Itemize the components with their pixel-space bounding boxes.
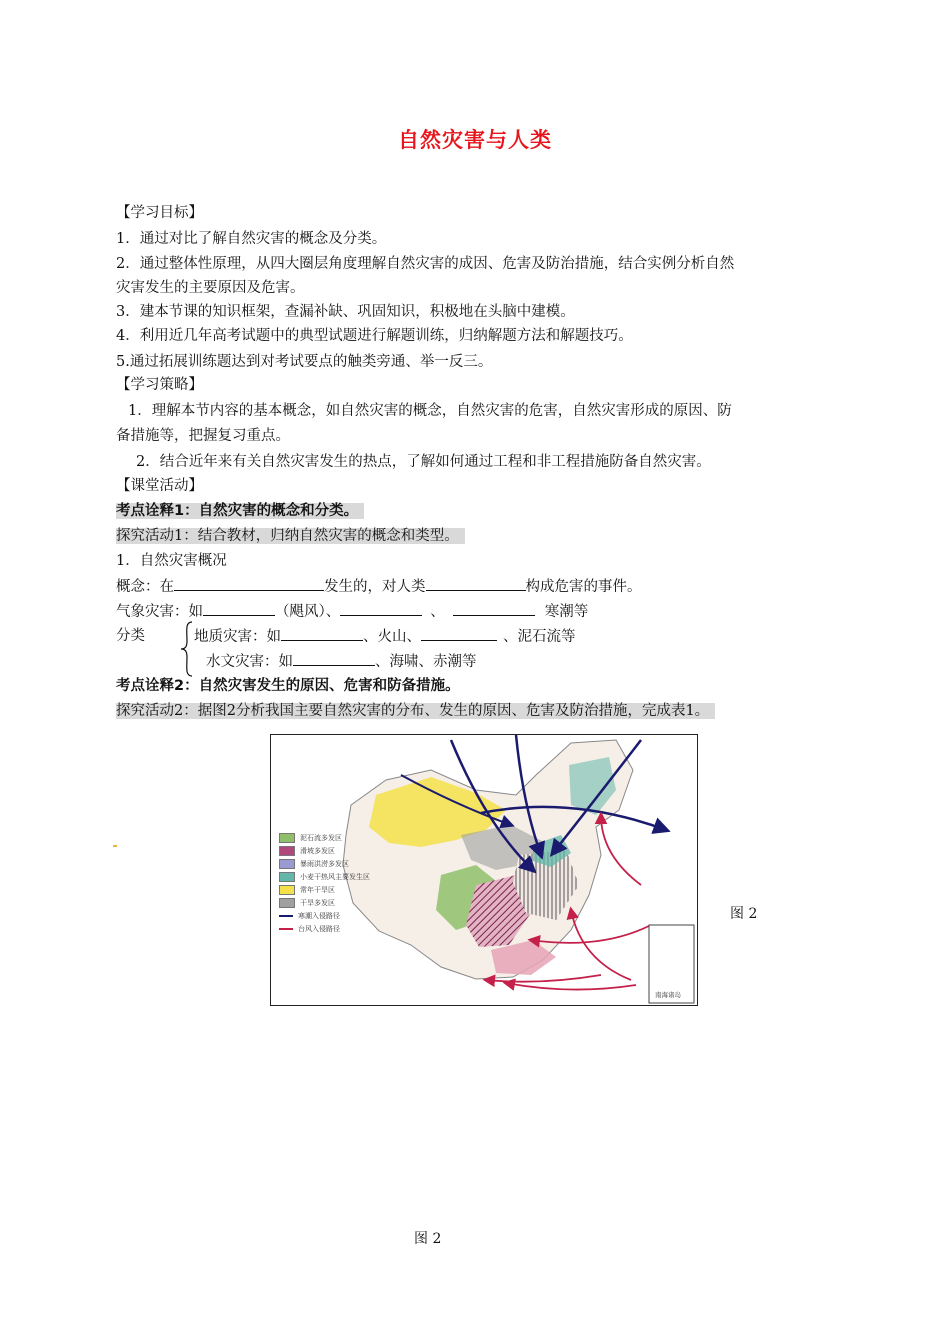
figure-label-right: 图 2: [730, 906, 758, 922]
strategy-item: 备措施等，把握复习重点。: [116, 428, 290, 444]
legend-item: [279, 831, 370, 844]
meteo-blank-3[interactable]: [453, 601, 535, 616]
margin-mark: [113, 845, 117, 847]
geo-blank-1[interactable]: [281, 626, 363, 641]
meteo-text-a: 气象灾害：如: [116, 604, 203, 620]
meteo-text-d: 寒潮等: [544, 604, 589, 620]
legend-label: 小麦干热风主要发生区: [300, 872, 370, 881]
legend-item: [279, 844, 370, 857]
strategy-item: 2．结合近年来有关自然灾害发生的热点，了解如何通过工程和非工程措施防备自然灾害。: [136, 454, 711, 470]
inset-label: 南海诸岛: [655, 991, 681, 999]
hydro-line: [206, 651, 477, 672]
legend-swatch-icon: [279, 859, 295, 869]
explore-activity-2: 探究活动2：据图2分析我国主要自然灾害的分布、发生的原因、危害及防治措施，完成表1。: [116, 703, 715, 719]
geo-text-a: 地质灾害：如: [194, 629, 281, 645]
legend-label: 滑坡多发区: [300, 846, 335, 855]
legend-swatch-icon: [279, 928, 293, 930]
legend-item: [279, 922, 370, 935]
concept-blank-2[interactable]: [426, 576, 526, 591]
concept-text-c: 构成危害的事件。: [525, 579, 642, 595]
exam-point-1: 考点诠释1：自然灾害的概念和分类。: [116, 503, 364, 519]
meteo-line: [116, 601, 588, 622]
hydro-text-a: 水文灾害：如: [206, 654, 293, 670]
classify-label: 分类: [116, 628, 145, 644]
overview-heading: 1．自然灾害概况: [116, 553, 227, 569]
legend-label: 干旱多发区: [300, 898, 335, 907]
concept-blank-1[interactable]: [174, 576, 324, 591]
geo-text-c: 、泥石流等: [503, 629, 576, 645]
concept-text-b: 发生的，对人类: [324, 579, 426, 595]
strategy-header: 【学习策略】: [116, 377, 203, 393]
goal-item: 1．通过对比了解自然灾害的概念及分类。: [116, 231, 387, 247]
legend-swatch-icon: [279, 846, 295, 856]
goal-item: 3．建本节课的知识框架，查漏补缺、巩固知识，积极地在头脑中建模。: [116, 304, 575, 320]
legend-label: 泥石流多发区: [300, 833, 342, 842]
legend-item: [279, 870, 370, 883]
legend-label: 常年干旱区: [300, 885, 335, 894]
legend-swatch-icon: [279, 915, 293, 917]
legend-item: [279, 909, 370, 922]
page-title: 自然灾害与人类: [398, 128, 552, 152]
meteo-text-b: （飓风）、: [275, 604, 341, 620]
legend-label: 台风入侵路径: [298, 924, 340, 933]
disaster-map: [270, 734, 698, 1006]
meteo-blank-1[interactable]: [203, 601, 275, 616]
goal-item: 2．通过整体性原理，从四大圈层角度理解自然灾害的成因、危害及防治措施，结合实例分析自然: [116, 256, 735, 272]
goal-item: 灾害发生的主要原因及危害。: [116, 280, 305, 296]
figure-label-bottom: 图 2: [414, 1231, 442, 1247]
hydro-blank-1[interactable]: [293, 651, 375, 666]
meteo-blank-2[interactable]: [340, 601, 422, 616]
legend-item: [279, 896, 370, 909]
exam-point-2: 考点诠释2：自然灾害发生的原因、危害和防备措施。: [116, 678, 460, 694]
legend-swatch-icon: [279, 898, 295, 908]
legend-item: [279, 883, 370, 896]
brace-icon: [180, 621, 194, 677]
map-legend: [279, 831, 370, 935]
legend-label: 寒潮入侵路径: [298, 911, 340, 920]
explore-activity-1: 探究活动1：结合教材，归纳自然灾害的概念和类型。: [116, 528, 465, 544]
activity-header: 【课堂活动】: [116, 478, 203, 494]
legend-label: 暴雨洪涝多发区: [300, 859, 349, 868]
meteo-text-c: 、: [430, 604, 445, 620]
hydro-text-b: 、海啸、赤潮等: [375, 654, 477, 670]
legend-swatch-icon: [279, 833, 295, 843]
legend-item: [279, 857, 370, 870]
geo-text-b: 、火山、: [363, 629, 421, 645]
concept-text-a: 概念：在: [116, 579, 174, 595]
geo-line: [194, 626, 576, 647]
legend-swatch-icon: [279, 885, 295, 895]
goal-item: 4．利用近几年高考试题中的典型试题进行解题训练，归纳解题方法和解题技巧。: [116, 328, 633, 344]
goal-item: 5.通过拓展训练题达到对考试要点的触类旁通、举一反三。: [116, 354, 493, 370]
legend-swatch-icon: [279, 872, 295, 882]
strategy-item: 1．理解本节内容的基本概念，如自然灾害的概念，自然灾害的危害，自然灾害形成的原因、防: [128, 403, 732, 419]
concept-line: [116, 576, 642, 597]
goals-header: 【学习目标】: [116, 205, 203, 221]
geo-blank-2[interactable]: [421, 626, 497, 641]
